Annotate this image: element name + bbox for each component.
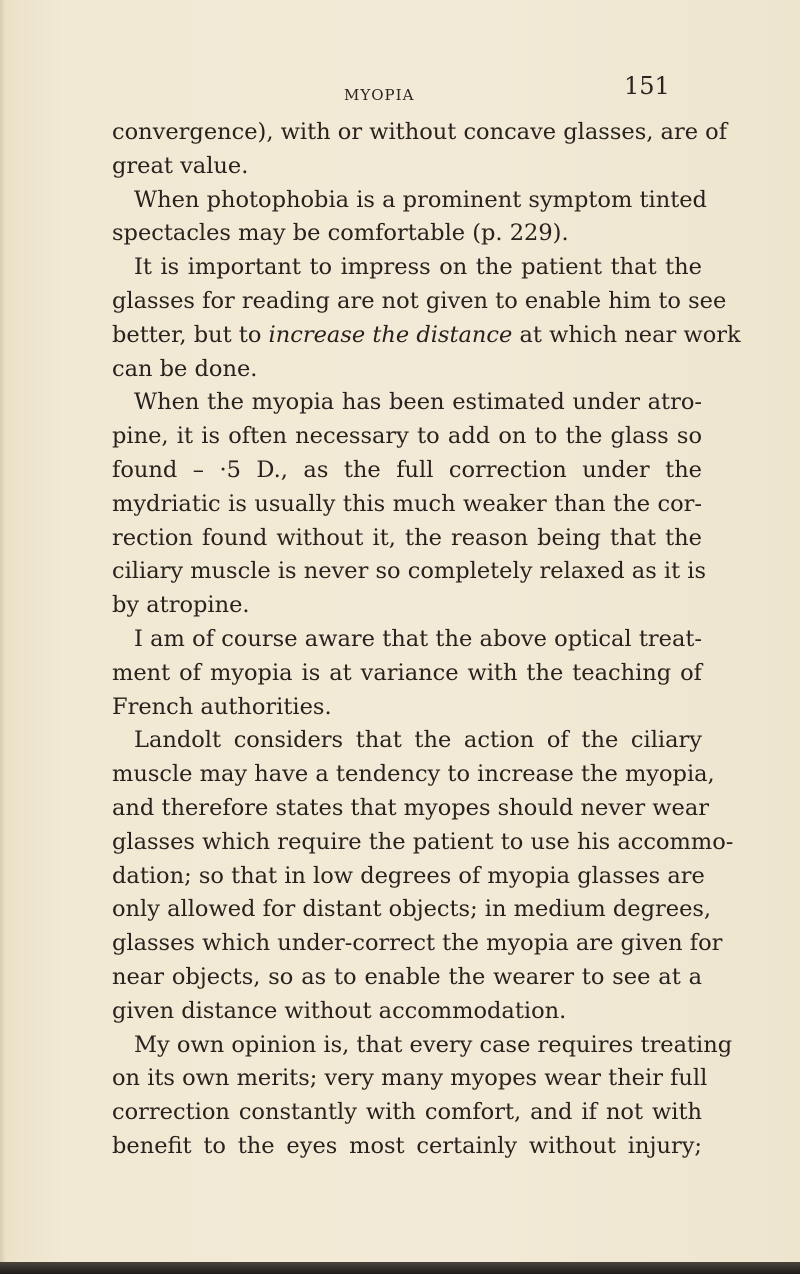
text-line: given distance without accommodation. — [112, 997, 567, 1024]
text-line: spectacles may be comfortable (p. 229). — [112, 220, 569, 247]
page-number: 151 — [624, 72, 670, 100]
text-line-with-emphasis — [112, 319, 741, 353]
text-line: mydriatic is usually this much weaker than the cor- — [112, 490, 702, 517]
text-line: by atropine. — [112, 592, 250, 619]
text-line: benefit to the eyes most certainly without injury; — [112, 1132, 702, 1159]
text-line: It is important to impress on the patient that the — [134, 254, 702, 281]
text-line: correction constantly with comfort, and if not with — [112, 1099, 702, 1126]
text-line: I am of course aware that the above optical treat- — [134, 625, 702, 652]
text-line: can be done. — [112, 355, 258, 382]
text-line: dation; so that in low degrees of myopia glasses are — [112, 862, 705, 889]
body-text — [112, 116, 741, 1164]
text-run: better, but to — [112, 321, 262, 348]
text-line: only allowed for distant objects; in medium degrees, — [112, 896, 712, 923]
running-head: MYOPIA — [344, 86, 415, 104]
text-line: glasses which require the patient to use his accommo- — [112, 828, 734, 855]
text-run: at which near work — [519, 321, 741, 348]
text-line: French authorities. — [112, 693, 332, 720]
text-line: When photophobia is a prominent symptom tinted — [134, 186, 707, 213]
text-line: convergence), with or without concave glasses, are of — [112, 119, 728, 145]
text-line: glasses for reading are not given to enable him to see — [112, 287, 727, 314]
text-line: glasses which under-correct the myopia are given for — [112, 930, 723, 957]
text-line: My own opinion is, that every case requires treating — [134, 1031, 733, 1058]
text-line: and therefore states that myopes should never wear — [112, 794, 709, 821]
text-line: rection found without it, the reason being that the — [112, 524, 702, 551]
text-line: muscle may have a tendency to increase the myopia, — [112, 761, 715, 788]
scan-bottom-edge — [0, 1262, 800, 1274]
emphasis-text: increase the distance — [268, 321, 513, 348]
text-line: When the myopia has been estimated under atro- — [134, 389, 702, 416]
text-line: Landolt considers that the action of the ciliary — [134, 727, 702, 754]
text-line: great value. — [112, 152, 249, 179]
text-line: near objects, so as to enable the wearer to see at a — [112, 963, 702, 990]
text-line: found – ·5 D., as the full correction under the — [112, 456, 702, 483]
text-line: pine, it is often necessary to add on to the glass so — [112, 423, 702, 450]
text-line: ciliary muscle is never so completely relaxed as it is — [112, 558, 707, 585]
page-gutter-shadow — [0, 0, 6, 1274]
text-line: ment of myopia is at variance with the teaching of — [112, 659, 702, 686]
text-line: on its own merits; very many myopes wear their full — [112, 1065, 708, 1092]
